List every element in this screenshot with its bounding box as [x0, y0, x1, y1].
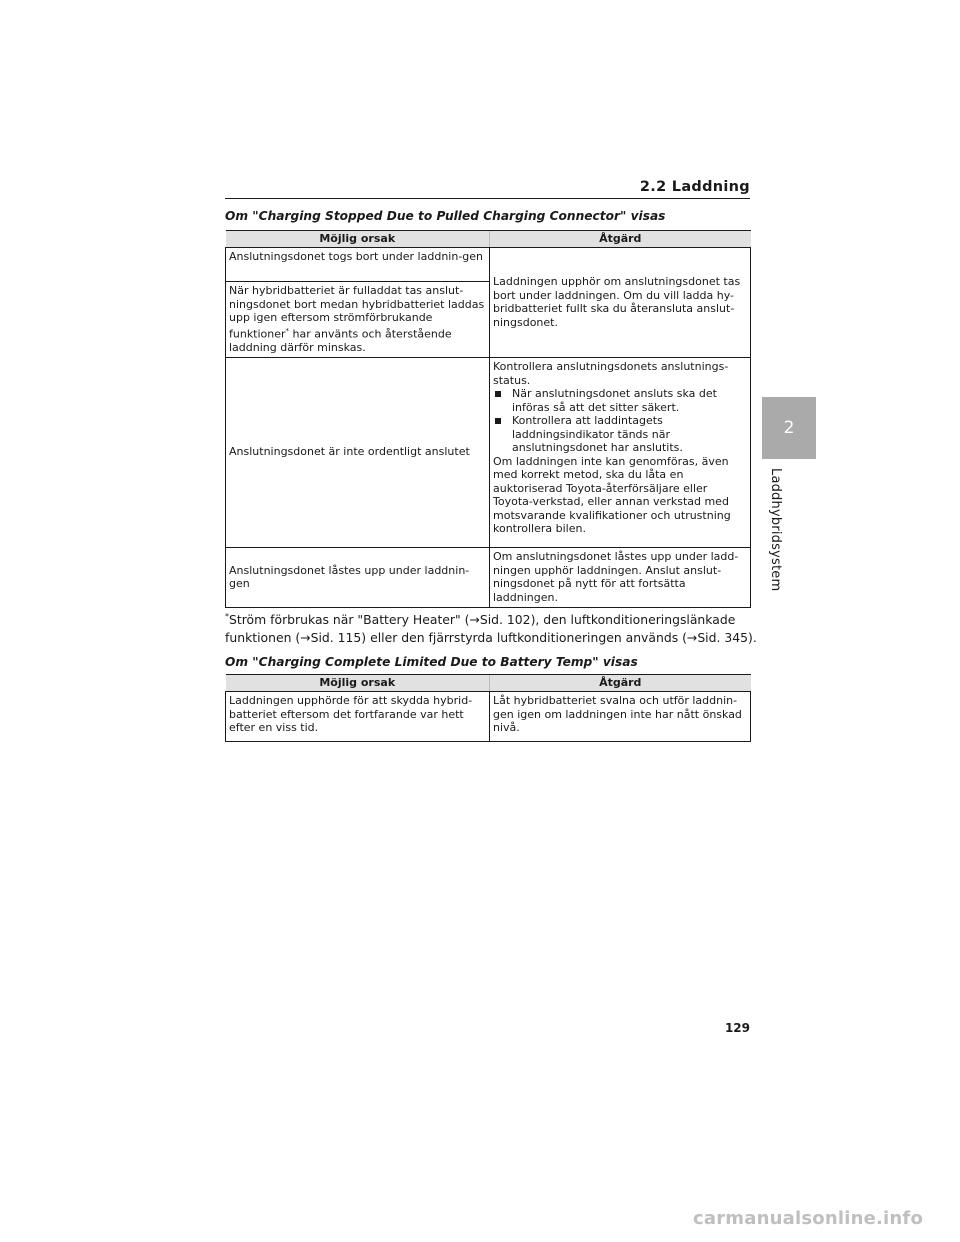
chapter-tab: [762, 397, 816, 459]
chapter-label: Laddhybridsystem: [768, 468, 783, 592]
watermark: carmanualsonline.info: [693, 1208, 924, 1229]
footnote: [225, 608, 765, 647]
cause-text: När hybridbatteriet är fulladdat tas anslut-ningsdonet bort medan hybridbatteriet laddas upp igen eftersom strömförbrukande funktioner: [229, 284, 485, 341]
cause-cell: Laddningen upphörde för att skydda hybrid-batteriet eftersom det fortfarande var hett efter en viss tid.: [226, 692, 490, 742]
table-row: [226, 692, 751, 742]
action-cell: Laddningen upphör om anslutningsdonet tas bort under laddningen. Om du vill ladda hy-bridbatteriet fullt ska du återansluta anslut-ningsdonet.: [490, 248, 751, 358]
table-row: [226, 548, 751, 608]
cause-cell: Anslutningsdonet låstes upp under laddnin-gen: [226, 548, 490, 608]
footnote-text: Ström förbrukas när "Battery Heater" (→Sid. 102), den luftkonditioneringslänkade funktionen (→Sid. 115) eller den fjärrstyrda luftkonditioneringen används (→Sid. 345).: [225, 612, 757, 646]
cause-text: har använts och återstående laddning därför minskas.: [229, 327, 452, 354]
col-header-cause: Möjlig orsak: [226, 675, 490, 692]
footnote-marker: *: [285, 326, 290, 335]
block2-table: [225, 674, 751, 742]
col-header-action: Åtgärd: [490, 675, 751, 692]
cause-cell: Anslutningsdonet är inte ordentligt anslutet: [226, 358, 490, 548]
cause-cell: Anslutningsdonet togs bort under laddnin-gen: [226, 248, 490, 282]
table-header-row: [226, 231, 751, 248]
table-row: [226, 358, 751, 548]
col-header-cause: Möjlig orsak: [226, 231, 490, 248]
page-number: 129: [724, 1021, 750, 1035]
action-intro: Kontrollera anslutningsdonets anslutnings-status.: [493, 360, 729, 387]
bullet-list: [493, 387, 746, 455]
action-outro: Om laddningen inte kan genomföras, även med korrekt metod, ska du låta en auktoriserad Toyota-återförsäljare eller Toyota-verkstad, eller annan verkstad med motsvarande kvalifikationer och utrustning kontrollera bilen.: [493, 454, 731, 536]
chapter-number: 2: [783, 418, 795, 438]
list-item: Kontrollera att laddintagets laddningsindikator tänds när anslutningsdonet har anslutits.: [493, 414, 746, 455]
cause-cell: [226, 282, 490, 358]
action-cell: Om anslutningsdonet låstes upp under ladd-ningen upphör laddningen. Anslut anslut-ningsdonet på nytt för att fortsätta laddningen.: [490, 548, 751, 608]
action-cell: [490, 358, 751, 548]
list-item: När anslutningsdonet ansluts ska det införas så att det sitter säkert.: [493, 387, 746, 414]
section-title: 2.2 Laddning: [639, 179, 750, 195]
block1-title: Om "Charging Stopped Due to Pulled Charging Connector" visas: [225, 209, 666, 223]
col-header-action: Åtgärd: [490, 231, 751, 248]
section-header: [225, 176, 750, 199]
block1-table: [225, 230, 751, 608]
table-header-row: [226, 675, 751, 692]
block2-title: Om "Charging Complete Limited Due to Battery Temp" visas: [225, 655, 638, 669]
footnote-marker: *: [225, 612, 229, 621]
action-cell: Låt hybridbatteriet svalna och utför laddnin-gen igen om laddningen inte har nått önskad nivå.: [490, 692, 751, 742]
table-row: [226, 248, 751, 282]
